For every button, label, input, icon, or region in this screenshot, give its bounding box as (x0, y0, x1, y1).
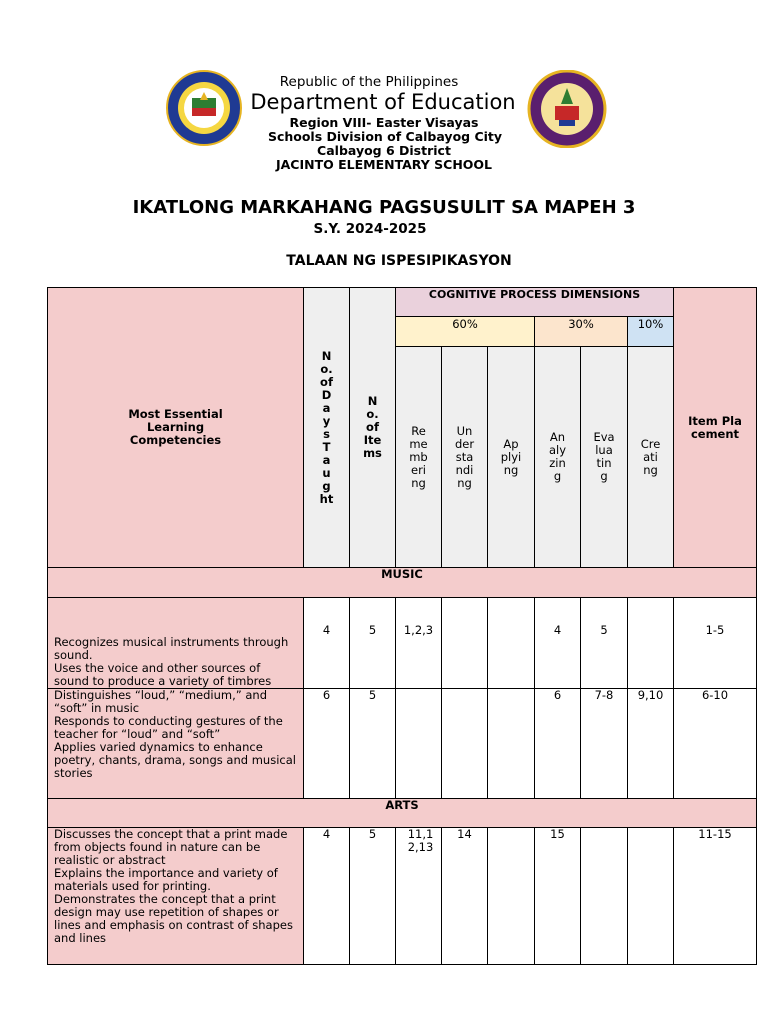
items-cell: 5 (349, 597, 396, 689)
exam-title: IKATLONG MARKAHANG PAGSUSULIT SA MAPEH 3 (132, 197, 636, 218)
competency-line: Uses the voice and other sources of sound to produce a variety of timbres (54, 661, 272, 688)
analyzing-header: Analyzing (534, 346, 581, 568)
competency-line: Applies varied dynamics to enhance poetry, chants, drama, songs and musical stories (54, 740, 296, 780)
remembering-cell: 1,2,3 (395, 597, 442, 689)
competencies-header: Most Essential Learning Competencies (47, 287, 304, 568)
creating-cell (627, 597, 674, 689)
analyzing-cell: 4 (534, 597, 581, 689)
item-placement-header: Item Placement (673, 287, 757, 568)
days-cell: 6 (303, 688, 350, 799)
items-cell: 5 (349, 688, 396, 799)
evaluating-cell: 7-8 (580, 688, 628, 799)
school-name: JACINTO ELEMENTARY SCHOOL (275, 157, 493, 172)
competency-cell (47, 827, 304, 965)
region-text: Region VIII- Easter Visayas (289, 115, 479, 130)
items-cell: 5 (349, 827, 396, 965)
analyzing-cell: 15 (534, 827, 581, 965)
remembering-header: Remembering (395, 346, 442, 568)
days-cell: 4 (303, 827, 350, 965)
applying-header: Applying (487, 346, 535, 568)
creating-cell: 9,10 (627, 688, 674, 799)
pct-60-header: 60% (395, 316, 535, 347)
analyzing-cell: 6 (534, 688, 581, 799)
table-subtitle: TALAAN NG ISPESIPIKASYON (286, 253, 512, 269)
competency-cell (47, 597, 304, 689)
division-text: Schools Division of Calbayog City (267, 129, 503, 144)
competency-line: Distinguishes “loud,” “medium,” and “soft” in music (54, 688, 267, 715)
understanding-header: Understanding (441, 346, 488, 568)
pct-30-header: 30% (534, 316, 628, 347)
placement-cell: 6-10 (673, 688, 757, 799)
evaluating-cell (580, 827, 628, 965)
competency-cell (47, 688, 304, 799)
republic-text: Republic of the Philippines (279, 74, 459, 90)
competency-line: Discusses the concept that a print made from objects found in nature can be realistic or abstract (54, 827, 288, 867)
items-header: No.of Items (349, 287, 396, 568)
understanding-cell (441, 597, 488, 689)
cognitive-header: COGNITIVE PROCESS DIMENSIONS (395, 287, 674, 317)
days-cell: 4 (303, 597, 350, 689)
understanding-cell (441, 688, 488, 799)
remembering-cell (395, 688, 442, 799)
department-title: Department of Education (250, 90, 516, 114)
creating-cell (627, 827, 674, 965)
section-music: MUSIC (47, 567, 757, 598)
competency-line: Explains the importance and variety of materials used for printing. (54, 866, 278, 893)
placement-cell: 11-15 (673, 827, 757, 965)
competency-line: Responds to conducting gestures of the teacher for “loud” and “soft” (54, 714, 283, 741)
district-text: Calbayog 6 District (317, 143, 451, 158)
creating-header: Creating (627, 346, 674, 568)
applying-cell (487, 688, 535, 799)
applying-cell (487, 827, 535, 965)
days-taught-header: No.of Days Taught (303, 287, 350, 568)
school-year: S.Y. 2024-2025 (313, 221, 427, 237)
competency-line: Demonstrates the concept that a print design may use repetition of shapes or lines and emphasis on contrast of shapes and lines (54, 892, 293, 945)
competency-line: Recognizes musical instruments through sound. (54, 635, 289, 662)
pct-10-header: 10% (627, 316, 674, 347)
understanding-cell: 14 (441, 827, 488, 965)
section-arts: ARTS (47, 798, 757, 828)
evaluating-header: Evaluating (580, 346, 628, 568)
applying-cell (487, 597, 535, 689)
placement-cell: 1-5 (673, 597, 757, 689)
evaluating-cell: 5 (580, 597, 628, 689)
remembering-cell: 11,12,13 (395, 827, 442, 965)
